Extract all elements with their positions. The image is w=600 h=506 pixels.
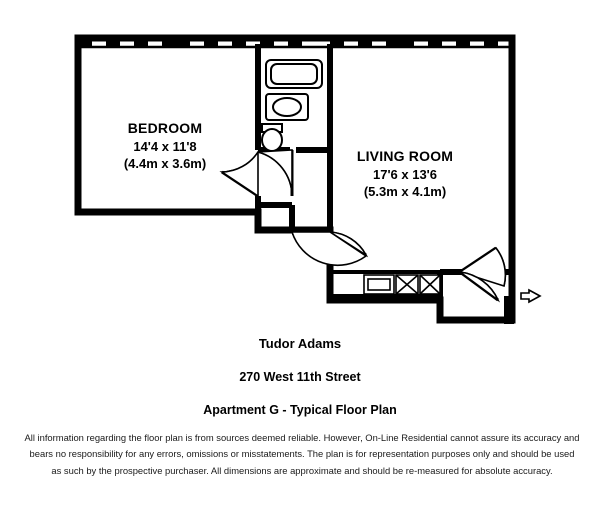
top-wall-hatching — [78, 36, 498, 47]
agent-name: Tudor Adams — [258, 336, 342, 351]
living-room-dims-imperial: 17'6 x 13'6 — [372, 166, 438, 182]
bedroom-dims-imperial: 14'4 x 11'8 — [133, 138, 197, 154]
disclaimer-text: All information regarding the floor plan is from sources deemed reliable. However, On-Line Residential cannot assure its accuracy and bears no responsibility for any errors, omissions or misstatements. The plan is for representation purposes only and should be used as such by the prospective purchaser. All dimensions are approximate and should be re-measured for absolute accuracy. — [24, 432, 580, 476]
entry-arrow-icon — [521, 290, 540, 302]
living-room-name: LIVING ROOM — [356, 148, 454, 164]
property-address: 270 West 11th Street — [239, 370, 361, 384]
kitchen-fixtures — [364, 275, 440, 294]
bedroom-name: BEDROOM — [127, 120, 203, 136]
room-label-living-room — [305, 147, 505, 201]
entry-threshold — [504, 296, 514, 324]
living-room-dims-metric: (5.3m x 4.1m) — [363, 184, 447, 200]
room-label-bedroom — [80, 119, 250, 173]
credit-block — [0, 336, 600, 417]
bedroom-dims-metric: (4.4m x 3.6m) — [123, 156, 207, 172]
plan-title: Apartment G - Typical Floor Plan — [203, 403, 397, 417]
